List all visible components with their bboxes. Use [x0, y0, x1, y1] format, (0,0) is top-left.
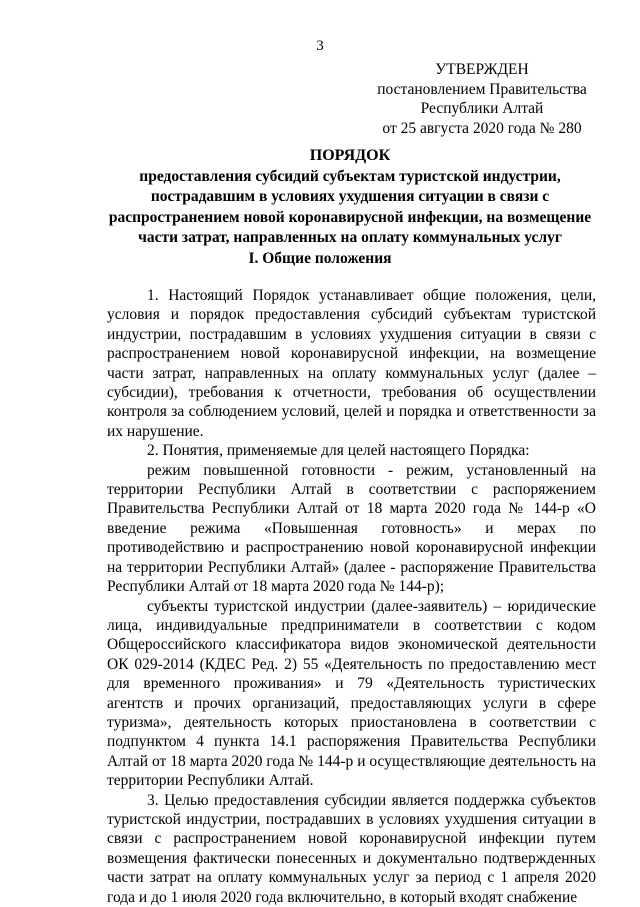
paragraph: 1. Настоящий Порядок устанавливает общие положения, цели, условия и порядок предоставления субсидий субъектам туристской индустрии, пострадавшим в условиях ухудшения ситуации в связи с распространением новой коронавирусной инфекции, на возмещение части затрат, направленных на оплату коммунальных услуг (далее – субсидии), требования к отчетности, требования об осуществлении контроля за соблюдением условий, целей и порядка и ответственности за их нарушение.	[107, 287, 596, 440]
title-line: части затрат, направленных на оплату коммунальных услуг	[138, 229, 562, 246]
paragraph: субъекты туристской индустрии (далее-заявитель) – юридические лица, индивидуальные предприниматели в соответствии с кодом Общероссийского классификатора видов экономической деятельности ОК 029-2014 (КДЕС Ред. 2) 55 «Деятельность по предоставлению мест для временного проживания» и 79 «Деятельность туристических агентств и прочих организаций, предоставляющих услуги в сфере туризма», деятельность которых приостановлена в соответствии с подпунктом 4 пункта 14.1 распоряжения Правительства Республики Алтай от 18 марта 2020 года № 144-р и осуществляющие деятельность на территории Республики Алтай.	[107, 597, 596, 790]
page-number: 3	[316, 38, 324, 54]
paragraph: 2. Понятия, применяемые для целей настоящего Порядка:	[147, 442, 530, 460]
document-title	[100, 146, 600, 249]
title-line: распространением новой коронавирусной инфекции, на возмещение	[108, 208, 592, 226]
title-line: пострадавшим в условиях ухудшения ситуации в связи с	[150, 188, 550, 205]
body-text	[107, 286, 596, 907]
approval-line: от 25 августа 2020 года № 280	[382, 119, 582, 137]
approval-line: постановлением Правительства	[377, 80, 587, 98]
title-heading: ПОРЯДОК	[309, 147, 391, 164]
paragraph: режим повышенной готовности - режим, установленный на территории Республики Алтай в соответствии с распоряжением Правительства Республики Алтай от 18 марта 2020 года № 144-р «О введение режима «Повышенная готовность» и мерах по противодействию и распространению новой коронавирусной инфекции на территории Республики Алтай» (далее - распоряжение Правительства Республики Алтай от 18 марта 2020 года № 144-р);	[107, 461, 596, 596]
approval-line: Республики Алтай	[420, 100, 544, 117]
paragraph: 3. Целью предоставления субсидии является поддержка субъектов туристской индустрии, пострадавших в условиях ухудшения ситуации в связи с распространением новой коронавирусной инфекции путем возмещения фактически понесенных и документально подтвержденных части затрат на оплату коммунальных услуг за период с 1 апреля 2020 года и до 1 июля 2020 года включительно, в который входят снабжение	[107, 791, 596, 906]
section-heading: I. Общие положения	[248, 250, 392, 267]
title-line: предоставления субсидий субъектам туристской индустрии,	[139, 167, 561, 185]
approval-stamp	[372, 60, 592, 138]
approval-status: УТВЕРЖДЕН	[435, 61, 529, 78]
